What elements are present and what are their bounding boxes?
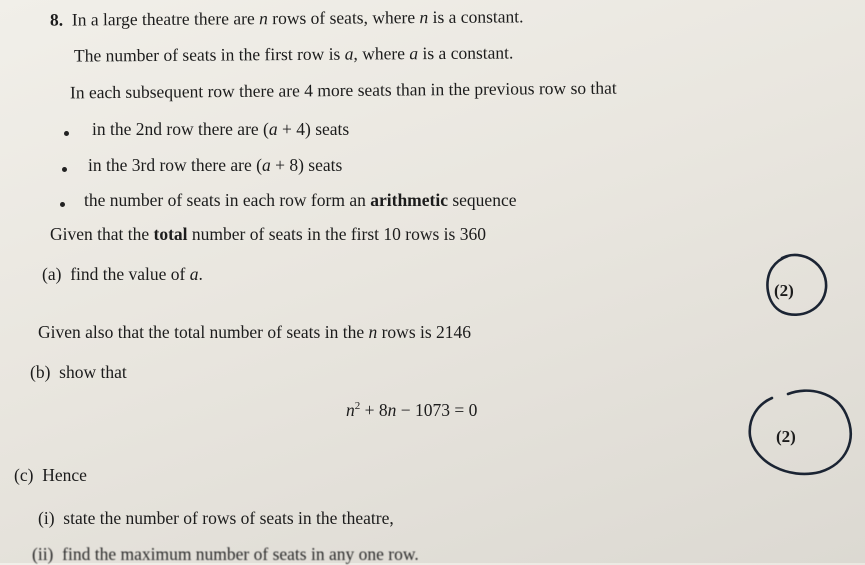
part-c-i <box>38 508 394 529</box>
part-a-text-pre: find the value of <box>70 264 190 284</box>
intro-1-pre: In a large theatre there are <box>71 8 260 30</box>
bullet-3-post: sequence <box>447 190 517 210</box>
bullet-1-pre: in the 2nd row there are ( <box>92 119 269 139</box>
part-b-label: (b) <box>30 362 51 382</box>
hand-drawn-circle-b <box>728 384 858 484</box>
given-2-pre: Given also that the total number of seats in the <box>38 322 369 342</box>
intro-line-1 <box>50 6 524 30</box>
equation-rest: − 1073 = 0 <box>396 400 478 420</box>
part-ci-label: (i) <box>38 508 55 528</box>
var-a: a <box>268 119 278 139</box>
given-1-pre: Given that the <box>50 224 154 244</box>
part-cii-label: (ii) <box>32 544 54 564</box>
part-b <box>30 362 127 383</box>
bullet-1 <box>92 119 349 140</box>
hand-drawn-circle-a <box>762 250 832 320</box>
given-1-bold: total <box>153 224 188 244</box>
given-1-post: number of seats in the first 10 rows is 360 <box>187 224 486 244</box>
var-a: a <box>344 43 354 64</box>
part-a <box>42 264 203 285</box>
part-ci-text: state the number of rows of seats in the theatre, <box>63 508 394 528</box>
question-number: 8. <box>49 9 64 30</box>
bullet-1-post: + 4) seats <box>277 119 350 139</box>
equation <box>346 400 477 421</box>
intro-2-post: is a constant. <box>418 42 514 64</box>
bullet-2 <box>88 155 342 176</box>
var-n: n <box>419 7 429 28</box>
part-c-label: (c) <box>14 465 34 485</box>
equation-sup: 2 <box>354 400 361 413</box>
bullet-dot <box>60 202 65 207</box>
var-n: n <box>368 322 378 342</box>
var-a: a <box>189 264 199 284</box>
part-c-ii <box>32 544 419 565</box>
intro-line-3 <box>70 78 617 104</box>
equation-n: n <box>346 400 355 420</box>
bullet-3 <box>84 190 517 211</box>
part-b-text: show that <box>59 362 127 382</box>
given-line-2 <box>38 322 471 343</box>
given-2-post: rows is 2146 <box>377 322 472 342</box>
intro-3: In each subsequent row there are 4 more seats than in the previous row so that <box>69 77 617 103</box>
part-c-text: Hence <box>42 465 87 485</box>
var-a: a <box>409 43 419 64</box>
bullet-2-pre: in the 3rd row there are ( <box>88 155 262 175</box>
part-a-text-post: . <box>198 264 203 284</box>
part-a-label: (a) <box>42 264 62 284</box>
part-c <box>14 465 87 486</box>
bullet-2-post: + 8) seats <box>270 155 343 175</box>
part-cii-text: find the maximum number of seats in any one row. <box>62 544 419 564</box>
bullet-3-bold: arithmetic <box>370 190 448 210</box>
bullet-dot <box>62 167 67 172</box>
intro-2-pre: The number of seats in the first row is <box>73 43 345 66</box>
equation-n: n <box>387 400 397 420</box>
intro-line-2 <box>74 42 513 66</box>
bullet-dot <box>64 131 69 136</box>
intro-1-post: is a constant. <box>428 6 524 28</box>
part-b-marks: (2) <box>776 427 796 446</box>
given-line-1 <box>50 224 486 245</box>
var-n: n <box>259 8 268 29</box>
equation-mid: + 8 <box>360 400 388 420</box>
intro-2-mid: , where <box>353 43 410 64</box>
intro-1-mid: rows of seats, where <box>267 7 420 29</box>
part-a-marks: (2) <box>774 281 794 300</box>
bullet-3-pre: the number of seats in each row form an <box>84 190 371 210</box>
var-a: a <box>261 155 271 175</box>
